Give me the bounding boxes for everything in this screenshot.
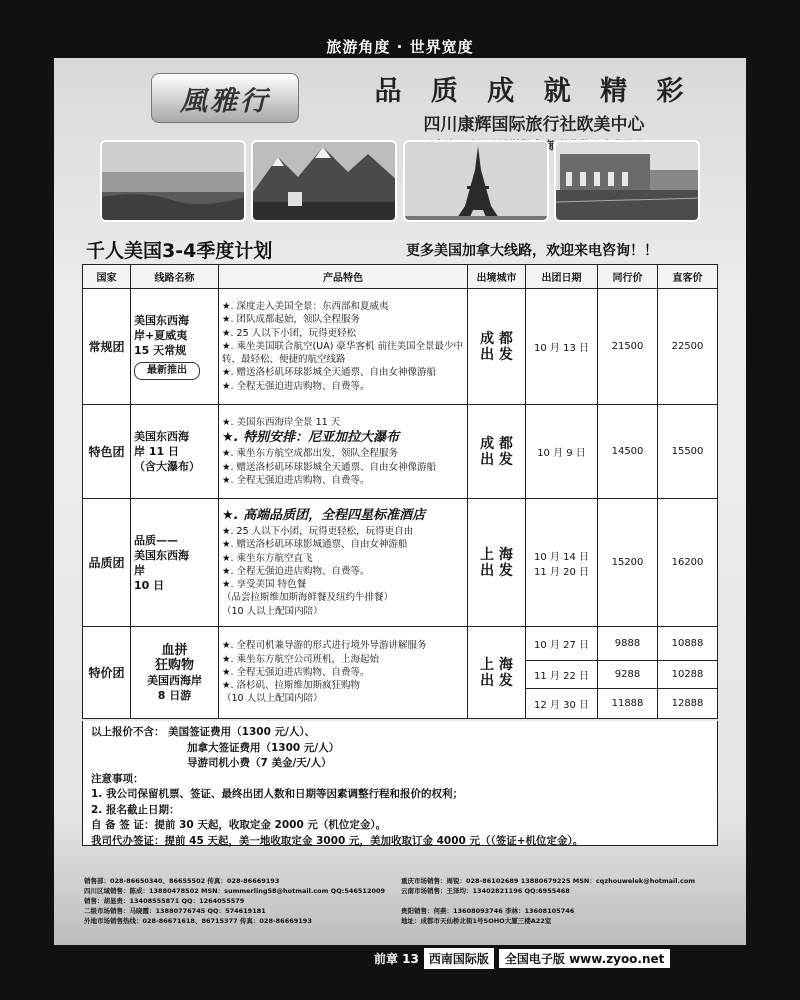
excluded-line-1: 以上报价不含： 美国签证费用（1300 元/人）、 xyxy=(91,726,316,738)
retail-price-cell: 22500 xyxy=(658,289,718,405)
trade-price-cell: 11888 xyxy=(598,689,658,719)
header-date: 出团日期 xyxy=(526,265,598,289)
departure-city-cell: 上 海 出 发 xyxy=(468,499,526,627)
departure-date-cell: 10 月 27 日 xyxy=(526,627,598,661)
brand-logo-text: 風雅行 xyxy=(180,85,270,117)
header-route: 线路名称 xyxy=(131,265,219,289)
trade-price-cell: 14500 xyxy=(598,405,658,499)
photo-strip xyxy=(100,140,700,222)
top-slogan: 旅游角度 · 世界宽度 xyxy=(326,38,474,56)
retail-price-cell: 15500 xyxy=(658,405,718,499)
note-item: 自 备 签 证：提前 30 天起，收取定金 2000 元（机位定金）。 xyxy=(91,819,387,831)
note-item: 2. 报名截止日期： xyxy=(91,803,180,816)
photo-eiffel-tower-image xyxy=(403,140,549,222)
table-row xyxy=(83,499,718,627)
departure-date-cell: 11 月 22 日 xyxy=(526,661,598,689)
trade-price-cell: 15200 xyxy=(598,499,658,627)
route-cell: 美国东西海 岸 11 日 （含大瀑布） xyxy=(131,405,219,499)
page-number: 前章 13 xyxy=(374,952,419,966)
attention-label: 注意事项： xyxy=(91,772,144,785)
departure-date-cell: 10 月 13 日 xyxy=(526,289,598,405)
plan-title: 千人美国3-4季度计划 xyxy=(86,240,273,262)
new-badge: 最新推出 xyxy=(134,362,200,380)
headline-title: 品 质 成 就 精 彩 xyxy=(374,76,694,107)
category-cell: 品质团 xyxy=(83,499,131,627)
tour-table xyxy=(82,264,718,719)
features-cell: ★. 深度走入美国全景：东西部和夏威夷 ★. 团队成都起始，领队全程服务 ★. 25 人以下小团，玩得更轻松 ★. 乘坐美国联合航空(UA) 豪华客机 前往美国全景最少中转、最轻松、便捷的航空线路 ★. 赠送洛杉矶环球影城全天通票、自由女神像游船 ★. 全程无强迫进店购物、自费等。 xyxy=(219,289,468,405)
category-cell: 常规团 xyxy=(83,289,131,405)
website-link[interactable]: 全国电子版 www.zyoo.net xyxy=(499,949,671,968)
retail-price-cell: 10888 xyxy=(658,627,718,661)
plan-slogan: 更多美国加拿大线路，欢迎来电咨询！！ xyxy=(406,243,658,259)
brand-logo xyxy=(151,73,299,123)
excluded-line-3: 导游司机小费（7 美金/天/人） xyxy=(187,757,332,769)
departure-city-cell: 成 都 出 发 xyxy=(468,405,526,499)
contact-column-right: 重庆市场销售：周锐：028-86102689 13880679225 MSN：cqzhouwelek@hotmail.com 云南市场销售：王泽均：13402821196 QQ:6955468 贵阳销售：何燕：13608093746 李林：13608105746 地址：成都市天仙桥北街1号SOHO大厦三楼A22室 xyxy=(401,877,696,925)
retail-price-cell: 16200 xyxy=(658,499,718,627)
table-row xyxy=(83,289,718,405)
retail-price-cell: 12888 xyxy=(658,689,718,719)
departure-city-cell: 成 都 出 发 xyxy=(468,289,526,405)
departure-date-cell: 10 月 9 日 xyxy=(526,405,598,499)
trade-price-cell: 9288 xyxy=(598,661,658,689)
header-city: 出境城市 xyxy=(468,265,526,289)
features-cell: ★. 全程司机兼导游的形式进行境外导游讲解服务 ★. 乘坐东方航空公司班机，上海起始 ★. 全程无强迫进店购物、自费等。 ★. 洛杉矶、拉斯维加斯疯狂购物 （10 人以上配国内陪） xyxy=(219,627,468,719)
category-cell: 特价团 xyxy=(83,627,131,719)
tour-table-header-row xyxy=(83,265,718,289)
departure-date-cell: 12 月 30 日 xyxy=(526,689,598,719)
header-trade-price: 同行价 xyxy=(598,265,658,289)
features-cell: ★. 美国东西海岸全景 11 天 ★. 特别安排：尼亚加拉大瀑布 ★. 乘坐东方航空成都出发，领队全程服务 ★. 赠送洛杉矶环球影城全天通票、自由女神像游船 ★. 全程无强迫进店购物、自费等。 xyxy=(219,405,468,499)
contact-column-left: 销售部：028-86650340、86655502 传真：028-86669193 四川区域销售：陈成：13880478502 MSN：summerling58@hotmail.com QQ:546512009 销售：胡显贵：13408555871 QQ：1264055579 二级市场销售：马晓霞：13880776745 QQ：574619181 外地市场销售热线：028-86671618、86715377 传真：028-86669193 xyxy=(84,877,386,925)
contact-info xyxy=(84,876,716,926)
photo-mountains-image xyxy=(251,140,397,222)
photo-landscape-image xyxy=(100,140,246,222)
excluded-line-2: 加拿大签证费用（1300 元/人） xyxy=(187,741,340,754)
trade-price-cell: 21500 xyxy=(598,289,658,405)
photo-florence-image xyxy=(554,140,700,222)
features-cell: ★. 高端品质团，全程四星标准酒店 ★. 25 人以下小团，玩得更轻松，玩得更自由 ★. 赠送洛杉矶环球影城通票、自由女神游船 ★. 乘坐东方航空直飞 ★. 全程无强迫进店购物、自费等。 ★. 享受美国 特色餐 （品尝拉斯维加斯海鲜餐及纽约牛排餐） （10 人以上配国内陪） xyxy=(219,499,468,627)
table-row xyxy=(83,405,718,499)
header-country: 国家 xyxy=(83,265,131,289)
top-band xyxy=(0,0,800,58)
company-name: 四川康辉国际旅行社欧美中心 xyxy=(423,115,645,135)
footer xyxy=(374,948,670,969)
flyer-page xyxy=(54,58,746,945)
departure-city-cell: 上 海 出 发 xyxy=(468,627,526,719)
category-cell: 特色团 xyxy=(83,405,131,499)
route-cell: 美国东西海 岸+夏威夷 15 天常规 最新推出 xyxy=(131,289,219,405)
edition-label: 西南国际版 xyxy=(424,948,494,969)
header-features: 产品特色 xyxy=(219,265,468,289)
departure-date-cell: 10 月 14 日 11 月 20 日 xyxy=(526,499,598,627)
table-row xyxy=(83,627,718,661)
note-item: 1. 我公司保留机票、签证、最终出团人数和日期等因素调整行程和报价的权利； xyxy=(91,788,463,800)
note-item: 我司代办签证：提前 45 天起，美一地收取定金 3000 元，美加收取订金 4000 元（（签证+机位定金）。 xyxy=(91,834,584,847)
trade-price-cell: 9888 xyxy=(598,627,658,661)
route-cell: 血拼 狂购物 美国西海岸 8 日游 xyxy=(131,627,219,719)
retail-price-cell: 10288 xyxy=(658,661,718,689)
price-notes xyxy=(82,721,718,846)
header-retail-price: 直客价 xyxy=(658,265,718,289)
route-cell: 品质—— 美国东西海 岸 10 日 xyxy=(131,499,219,627)
